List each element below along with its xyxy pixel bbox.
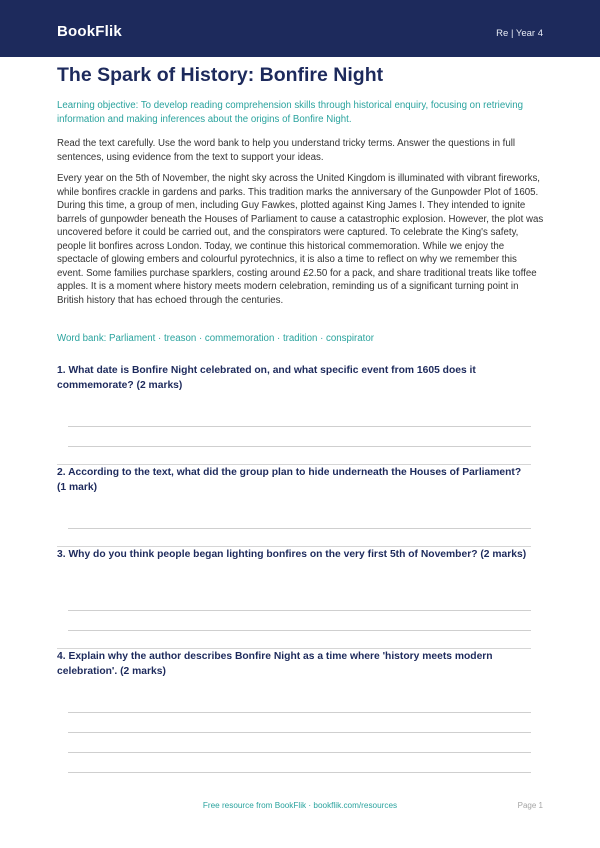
reading-passage: Every year on the 5th of November, the night sky across the United Kingdom is illuminated with vibrant fireworks, while bonfires crackle in gardens and parks. This tradition marks the anniversary of the Gunpowder Plot of 1605. During this time, a group of men, including Guy Fawkes, plotted against King James I. They intended to ignite barrels of gunpowder beneath the Houses of Parliament to cause a catastrophic explosion. However, the plot was uncovered before it could be carried out, and the conspirators were captured. To celebrate the King's safety, people lit bonfires across London. Today, we continue this historical commemoration. While we enjoy the spectacle of glowing embers and colourful pyrotechnics, it is also a time to reflect on why we remember this event. Some families purchase sparklers, costing around £2.50 for a pack, and share traditional treats like toffee apples. It is a moment where history meets modern celebration, reminding us of a significant turning point in British history that has echoed through the centuries. (57, 173, 544, 306)
answer-line[interactable] (68, 752, 531, 753)
question-3: 3. Why do you think people began lighting bonfires on the very first 5th of November? (2 marks) (57, 549, 527, 560)
answer-line[interactable] (68, 426, 531, 427)
instructions: Read the text carefully. Use the word bank to help you understand tricky terms. Answer the questions in full sentences, using evidence from the text to support your ideas. (57, 138, 516, 163)
question-4: 4. Explain why the author describes Bonfire Night as a time where 'history meets modern celebration'. (2 marks) (57, 651, 493, 677)
question-2: 2. According to the text, what did the group plan to hide underneath the Houses of Parliament? (1 mark) (57, 467, 522, 493)
answer-line[interactable] (68, 712, 531, 713)
page-title: The Spark of History: Bonfire Night (57, 64, 384, 86)
answer-line[interactable] (68, 732, 531, 733)
brand-logo: BookFlik (57, 23, 122, 40)
answer-line[interactable] (68, 772, 531, 773)
answer-line[interactable] (68, 528, 531, 529)
answer-line[interactable] (68, 630, 531, 631)
word-bank: Word bank: Parliament · treason · commemoration · tradition · conspirator (57, 333, 374, 344)
header-meta: Re | Year 4 (496, 28, 543, 39)
learning-objective: Learning objective: To develop reading comprehension skills through historical enquiry, focusing on retrieving information and making inferences about the origins of Bonfire Night. (57, 100, 523, 125)
question-1: 1. What date is Bonfire Night celebrated on, and what specific event from 1605 does it commemorate? (2 marks) (57, 365, 476, 391)
page-number: Page 1 (517, 801, 543, 810)
page-header (0, 0, 600, 57)
answer-line[interactable] (68, 610, 531, 611)
answer-line[interactable] (68, 446, 531, 447)
footer-link[interactable]: Free resource from BookFlik · bookflik.com/resources (202, 801, 398, 810)
